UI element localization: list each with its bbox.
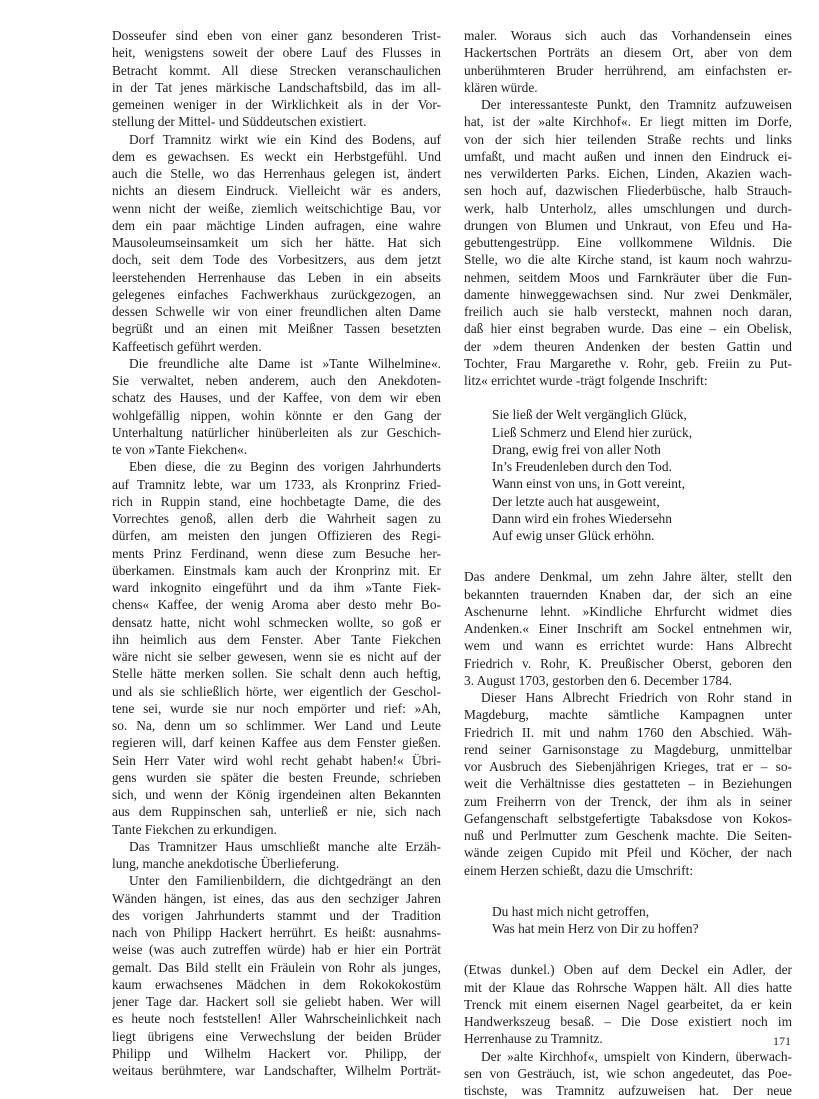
spacer (464, 879, 792, 903)
text-line: Aschenurne lehnt. »Kindliche Ehrfurcht widmet dies (464, 603, 792, 619)
text-line: maler. Woraus sich auch das Vorhandensein eines (464, 28, 792, 43)
text-line: Handwerkszeug besaß. – Die Dose existiert noch im (464, 1014, 792, 1029)
text-line: Herrenhause zu Tramnitz. (464, 1031, 603, 1047)
text-line: es heute noch feststellen! Aller Wahrscheinlichkeit nach (112, 1011, 441, 1027)
text-line: freilich auch sie halb versteckt, mahnen noch daran, (464, 304, 792, 319)
text-line: wände zeigen Cupido mit Pfeil und Köcher, der nach (464, 845, 792, 861)
text-line: wenn nicht der weiße, ziemlich weitschichtige Bau, vor (112, 200, 441, 216)
text-line: doch, seit dem Tode des Vorbesitzers, aus dem jetzt (112, 252, 441, 268)
spacer (464, 544, 792, 568)
text-line: drungen von Blumen und Unkraut, von Efeu und Ha- (464, 217, 792, 233)
spacer (464, 389, 792, 406)
text-line: 3. August 1703, gestorben den 6. December 1784. (464, 672, 733, 688)
text-line: des vorigen Jahrhunderts stammt und der Tradition (112, 907, 441, 923)
text-line: Sein Herr Vater wird wohl recht gehabt haben!« Übri- (112, 752, 441, 768)
text-line: in der Tat jenes märkische Landschaftsbild, das im all- (112, 79, 441, 95)
text-line: Betracht kommt. All diese Strecken veranschaulichen (112, 62, 441, 78)
text-line: chens« Kaffee, der wenig Aroma aber desto mehr Bo- (112, 597, 441, 613)
text-line: daß hier einst begraben wurde. Das eine – ein Obelisk, (464, 321, 792, 337)
text-line: litz« errichtet wurde -trägt folgende Inschrift: (464, 373, 708, 388)
text-line: unberühmteren Bruder herrührend, am einfachsten er- (464, 62, 792, 78)
verse-line: Auf ewig unser Glück erhöhn. (492, 528, 655, 543)
text-line: gebuttengestrüpp. Eine vollkommene Wildnis. Die (464, 235, 792, 250)
text-line: einem Herzen schießt, dazu die Umschrift: (464, 862, 694, 878)
text-line: lung, manche anekdotische Überlieferung. (112, 856, 340, 871)
text-line: klären würde. (464, 79, 538, 95)
text-line: gemeinen weniger in der Wirklichkeit als in der Vor- (112, 97, 441, 112)
text-line: begrüßt und an einen mit Meißner Tassen besetzten (112, 321, 441, 337)
text-line: überkamen. Einstmals kam auch der Kronprinz mit. Er (112, 562, 441, 578)
verse-line: Drang, ewig frei von aller Noth (492, 441, 661, 457)
text-line: weitaus berühmtere, war Landschafter, Wilhelm Porträt- (112, 1063, 441, 1078)
text-line: jener Tage dar. Hackert soll sie geliebt haben. Wer will (112, 994, 441, 1009)
text-line: dem es gewachsen. Es weckt ein Herbstgefühl. Und (112, 148, 441, 164)
text-line: zum Freiherrn von der Trenck, der ihm als in seiner (464, 793, 792, 809)
text-line: Das Tramnitzer Haus umschließt manche alte Erzäh- (129, 838, 441, 854)
text-line: te von »Tante Fiekchen«. (112, 442, 248, 457)
text-line: aus dem Ruppinschen sah, unterließ er nie, sich nach (112, 804, 441, 820)
text-line: Philipp und Wilhelm Hackert vor. Philipp, der (112, 1045, 441, 1061)
text-line: nes verwilderten Parks. Eichen, Linden, Akazien wach- (464, 166, 792, 181)
text-line: wem und wann es errichtet wurde: Hans Albrecht (464, 638, 792, 654)
left-column (112, 27, 441, 1079)
text-line: Stelle, wo die alte Kirche stand, ist kaum noch wahrzu- (464, 252, 792, 268)
text-line: Der interessanteste Punkt, den Tramnitz aufzuweisen (481, 97, 792, 112)
text-line: Stelle hätte merken sollen. Sie schalt denn auch heftig, (112, 666, 441, 682)
text-line: nach von Philipp Hackert herrührt. Es heißt: ausnahms- (112, 925, 441, 940)
text-line: sen von Gesträuch, ist, wie schon angedeutet, das Poe- (464, 1065, 792, 1081)
text-line: Tochter, Frau Margarethe v. Rohr, geb. Freiin zu Put- (464, 355, 792, 371)
text-line: Trenck mit einem eisernen Nagel gearbeitet, da er kein (464, 996, 792, 1012)
text-line: densatz hatte, nicht wohl schmecken wollte, so goß er (112, 614, 441, 630)
text-line: Tante Fiekchen zu erkundigen. (112, 821, 277, 837)
text-line: wohlgefällig nippen, wohin könnte er den Gang der (112, 407, 441, 423)
text-line: Eben diese, die zu Beginn des vorigen Jahrhunderts (129, 459, 441, 475)
text-line: Die freundliche alte Dame ist »Tante Wilhelmine«. (129, 355, 441, 371)
text-line: auf Tramnitz lebte, war um 1733, als Kronprinz Fried- (112, 476, 441, 492)
text-line: dürfen, am meisten den jungen Offizieren des Regi- (112, 528, 441, 544)
verse-line: Der letzte auch hat ausgeweint, (492, 493, 660, 509)
text-line: ihn heimlich aus dem Fenster. Aber Tante Fiekchen (112, 631, 441, 647)
text-line: weit die Verhältnisse dies gestatteten – in Beziehungen (464, 776, 792, 792)
text-line: gelegenes einfaches Fachwerkhaus zurückgezogen, an (112, 286, 441, 302)
text-line: nichts an diesem Eindruck. Vielleicht wär es anders, (112, 183, 441, 199)
verse-line: Wann einst von uns, in Gott vereint, (492, 476, 686, 492)
text-line: tene sei, wurde sie nur noch empörter und rief: »Ah, (112, 700, 441, 716)
text-line: Der »alte Kirchhof«, umspielt von Kindern, überwach- (481, 1048, 792, 1064)
text-line: Dosseufer sind eben von einer ganz besonderen Trist- (112, 28, 441, 43)
text-line: Wänden hängen, ist eines, das aus den sechziger Jahren (112, 890, 441, 906)
text-line: Dorf Tramnitz wirkt wie ein Kind des Bodens, auf (129, 131, 441, 147)
text-line: Hackertschen Porträts an diesem Ort, aber von dem (464, 45, 792, 61)
page-number: 171 (773, 1034, 791, 1048)
text-line: Friedrich II. mit und nahm 1760 den Abschied. Wäh- (464, 724, 792, 740)
text-line: bekannten trauernden Knaben dar, der sich an eine (464, 586, 792, 602)
text-line: gemalt. Das Bild stellt ein Fräulein von Rohr als junges, (112, 959, 441, 975)
text-line: gens wurden sie später die besten Freunde, schrieben (112, 769, 441, 785)
text-line: umfaßt, und macht außen und innen den Eindruck ei- (464, 148, 792, 164)
text-line: sen hoch auf, dazwischen Fliederbüsche, halb Strauch- (464, 183, 792, 199)
text-line: ward inkognito eingeführt und da ihm »Tante Fiek- (112, 580, 441, 595)
spacer (464, 937, 792, 961)
text-line: Dieser Hans Albrecht Friedrich von Rohr stand in (481, 690, 792, 705)
text-line: dem ein paar mächtige Linden aufragen, eine wahre (112, 217, 441, 233)
text-line: auch die Stelle, wo das Herrenhaus gelegen ist, ändert (112, 166, 441, 181)
text-line: kaum erwachsenes Mädchen in dem Rokokokostüm (112, 976, 441, 992)
text-line: rich in Ruppin stand, eine hochbetagte Dame, die des (112, 493, 441, 509)
text-line: rend seiner Garnisonstage zu Magdeburg, unmittelbar (464, 741, 792, 757)
text-line: Mausoleumseinsamkeit um sich her hätte. Hat sich (112, 235, 441, 250)
text-line: von der sich hier teilenden Straße rechts und links (464, 131, 792, 147)
text-line: nuß und Perlmutter zum Geschenk machte. Die Seiten- (464, 828, 792, 843)
text-line: ments Prinz Ferdinand, wenn diese zum Besuche her- (112, 545, 441, 561)
verse-line: Sie ließ der Welt vergänglich Glück, (492, 407, 687, 423)
text-line: Das andere Denkmal, um zehn Jahre älter, stellt den (464, 569, 792, 585)
text-line: sich, und wenn der König irgendeinen alten Bekannten (112, 787, 441, 802)
text-line: vor Ausbruch des Siebenjährigen Krieges, trat er – so- (464, 759, 792, 774)
verse-line: Du hast mich nicht getroffen, (492, 903, 650, 919)
text-line: Sie verwaltet, neben anderem, auch den Anekdoten- (112, 373, 441, 388)
right-column (464, 27, 792, 1099)
text-line: der »dem theuren Andenken der besten Gattin und (464, 338, 792, 354)
text-line: mit der Klaue das Rohrsche Wappen hält. All dies hatte (464, 979, 792, 995)
text-line: damente hinweggewachsen sind. Nur zwei Denkmäler, (464, 286, 792, 302)
verse-line: Ließ Schmerz und Elend hier zurück, (492, 424, 693, 440)
text-line: Friedrich v. Rohr, K. Preußischer Oberst, geboren den (464, 655, 792, 671)
text-line: weise (was auch zutreffen würde) hab er hier ein Porträt (112, 942, 441, 958)
text-line: und als sie schließlich hörte, wer eigentlich der Geschol- (112, 683, 441, 699)
text-line: Unterhaltung natürlicher hinüberleiten als zur Geschich- (112, 424, 441, 440)
verse-line: Was hat mein Herz von Dir zu hoffen? (492, 921, 699, 936)
text-line: liegt übrigens eine Verwechslung der beiden Brüder (112, 1028, 441, 1044)
text-line: Vorrechtes genoß, allen derb die Wahrheit sagen zu (112, 511, 441, 526)
text-line: Unter den Familienbildern, die dichtgedrängt an den (129, 873, 441, 889)
text-line: hat, ist der »alte Kirchhof«. Er liegt mitten im Dorfe, (464, 114, 792, 130)
text-line: Kaffeetisch geführt werden. (112, 338, 262, 354)
text-line: regieren will, darf keinen Kaffee aus dem Fenster gießen. (112, 735, 441, 751)
text-line: werk, halb Unterholz, alles umschlungen und durch- (464, 200, 792, 216)
verse-line: In’s Freudenleben durch den Tod. (492, 459, 672, 474)
text-line: heit, wenigstens soweit der obere Lauf des Flusses in (112, 45, 441, 61)
text-line: so. Na, denn um so schlimmer. Wer Land und Leute (112, 718, 441, 733)
text-line: Magdeburg, machte sämtliche Kampagnen unter (464, 707, 792, 723)
text-line: (Etwas dunkel.) Oben auf dem Deckel ein Adler, der (464, 962, 792, 978)
verse-line: Dann wird ein frohes Wiedersehn (492, 510, 672, 526)
text-line: leerstehenden Herrenhause das Leben in ein abseits (112, 269, 441, 285)
text-line: wäre nicht sie selber gewesen, wenn sie es nicht auf der (112, 649, 441, 664)
text-line: Gefangenschaft selbstgefertigte Tabaksdose von Kokos- (464, 810, 792, 826)
text-line: tischste, was Tramnitz aufzuweisen hat. Der neue (464, 1083, 792, 1098)
text-line: nehmen, seitdem Moos und Farnkräuter über die Fun- (464, 269, 792, 285)
text-line: Andenken.« Einer Inschrift am Sockel entnehmen wir, (464, 621, 792, 636)
text-line: schatz des Hauses, und der Kaffee, von dem wir eben (112, 390, 441, 406)
text-line: stellung der Mittel- und Süddeutschen existiert. (112, 114, 367, 130)
text-line: dessen Schwelle wir von einer freundlichen alten Dame (112, 304, 441, 319)
